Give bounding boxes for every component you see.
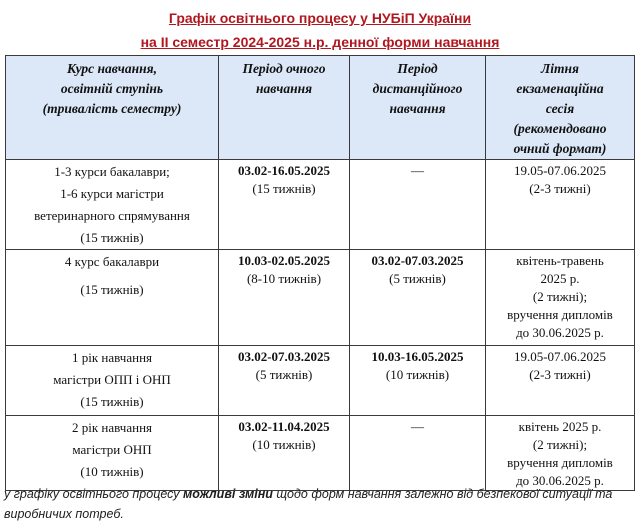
header-remote-period: Період дистанційного навчання [350, 56, 486, 160]
course-cell: 4 курс бакалаври (15 тижнів) [6, 250, 219, 346]
footnote: у графіку освітнього процесу можливі зміни щодо форм навчання залежно від безпекової ситуації та виробничих потреб. [4, 487, 613, 521]
header-onsite-period: Період очного навчання [219, 56, 350, 160]
remote-cell: 03.02-07.03.2025 (5 тижнів) [350, 250, 486, 346]
document-subtitle: на ІІ семестр 2024-2025 н.р. денної форми навчання [140, 34, 500, 50]
table-row [6, 250, 635, 346]
course-cell: 2 рік навчання магістри ОНП (10 тижнів) [6, 416, 219, 491]
session-cell: квітень-травень 2025 р. (2 тижні); вручення дипломів до 30.06.2025 р. [486, 250, 635, 346]
schedule-table [5, 55, 635, 491]
remote-cell: 10.03-16.05.2025 (10 тижнів) [350, 346, 486, 416]
onsite-cell: 10.03-02.05.2025 (8-10 тижнів) [219, 250, 350, 346]
table-row [6, 346, 635, 416]
header-summer-session: Літня екзаменаційна сесія (рекомендовано очний формат) [486, 56, 635, 160]
session-cell: 19.05-07.06.2025 (2-3 тижні) [486, 346, 635, 416]
onsite-cell: 03.02-07.03.2025 (5 тижнів) [219, 346, 350, 416]
table-row [6, 416, 635, 491]
header-course: Курс навчання, освітній ступінь (тривалість семестру) [6, 56, 219, 160]
onsite-cell: 03.02-16.05.2025 (15 тижнів) [219, 160, 350, 250]
remote-cell: — [350, 416, 486, 491]
table-header-row [6, 56, 635, 160]
table-row [6, 160, 635, 250]
document-header [0, 0, 640, 54]
session-cell: квітень 2025 р. (2 тижні); вручення дипломів до 30.06.2025 р. [486, 416, 635, 491]
onsite-cell: 03.02-11.04.2025 (10 тижнів) [219, 416, 350, 491]
changes-highlight: можливі зміни [182, 487, 273, 501]
course-cell: 1 рік навчання магістри ОПП і ОНП (15 тижнів) [6, 346, 219, 416]
remote-cell: — [350, 160, 486, 250]
session-cell: 19.05-07.06.2025 (2-3 тижні) [486, 160, 635, 250]
course-cell: 1-3 курси бакалаври; 1-6 курси магістри ветеринарного спрямування (15 тижнів) [6, 160, 219, 250]
document-title: Графік освітнього процесу у НУБіП України [168, 10, 472, 26]
